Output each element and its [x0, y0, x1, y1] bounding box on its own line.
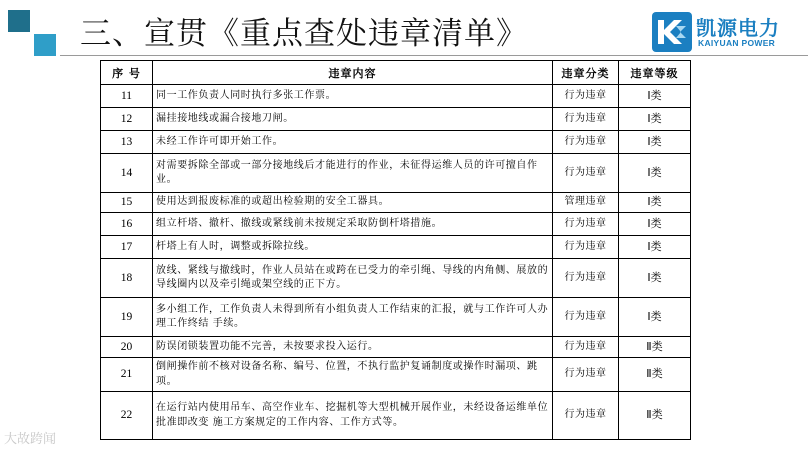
row-level: Ⅰ类 [619, 85, 691, 108]
row-level: Ⅰ类 [619, 213, 691, 236]
row-num: 14 [101, 154, 153, 193]
decor-square-dark [8, 10, 30, 32]
row-category: 行为违章 [553, 259, 619, 298]
table-row [101, 131, 691, 154]
row-content: 使用达到报废标准的或超出检验期的安全工器具。 [153, 193, 553, 213]
row-content: 防误闭锁装置功能不完善，未按要求投入运行。 [153, 337, 553, 358]
company-logo [652, 12, 804, 52]
row-level: Ⅱ类 [619, 358, 691, 392]
row-num: 16 [101, 213, 153, 236]
row-content: 未经工作许可即开始工作。 [153, 131, 553, 154]
violation-table-container [100, 60, 690, 440]
table-row [101, 259, 691, 298]
table-body [101, 85, 691, 440]
row-category: 行为违章 [553, 213, 619, 236]
table-row [101, 392, 691, 440]
header-level: 违章等级 [619, 61, 691, 85]
table-row [101, 298, 691, 337]
watermark-text: 大故跨闻 [4, 432, 57, 447]
table-header-row [101, 61, 691, 85]
row-num: 17 [101, 236, 153, 259]
row-level: Ⅱ类 [619, 337, 691, 358]
header-content: 违章内容 [153, 61, 553, 85]
row-num: 19 [101, 298, 153, 337]
row-num: 12 [101, 108, 153, 131]
decor-square-gap [30, 10, 34, 32]
row-content: 对需要拆除全部或一部分接地线后才能进行的作业，未征得运维人员的许可擅自作业。 [153, 154, 553, 193]
page-title: 三、宣贯《重点查处违章清单》 [80, 16, 528, 52]
title-divider [60, 55, 808, 56]
row-category: 行为违章 [553, 108, 619, 131]
row-level: Ⅰ类 [619, 298, 691, 337]
table-row [101, 213, 691, 236]
row-num: 20 [101, 337, 153, 358]
row-level: Ⅰ类 [619, 236, 691, 259]
row-category: 行为违章 [553, 85, 619, 108]
row-category: 管理违章 [553, 193, 619, 213]
row-content: 组立杆塔、撤杆、撤线或紧线前未按规定采取防倒杆塔措施。 [153, 213, 553, 236]
violation-table [100, 60, 691, 440]
row-category: 行为违章 [553, 236, 619, 259]
row-num: 21 [101, 358, 153, 392]
row-content: 放线、紧线与撤线时，作业人员站在或跨在已受力的牵引绳、导线的内角侧、展放的导线圈内以及牵引绳或架空线的正下方。 [153, 259, 553, 298]
row-num: 13 [101, 131, 153, 154]
table-row [101, 85, 691, 108]
row-level: Ⅱ类 [619, 392, 691, 440]
table-row [101, 108, 691, 131]
table-row [101, 193, 691, 213]
row-level: Ⅰ类 [619, 154, 691, 193]
row-num: 22 [101, 392, 153, 440]
row-category: 行为违章 [553, 358, 619, 392]
decor-square-light [34, 34, 56, 56]
row-content: 在运行站内使用吊车、高空作业车、挖掘机等大型机械开展作业，未经设备运维单位批准即改变 施工方案规定的工作内容、工作方式等。 [153, 392, 553, 440]
table-row [101, 358, 691, 392]
logo-text-en: KAIYUAN POWER [698, 38, 776, 48]
row-category: 行为违章 [553, 298, 619, 337]
row-content: 同一工作负责人同时执行多张工作票。 [153, 85, 553, 108]
logo-text-cn: 凯源电力 [696, 16, 780, 40]
row-category: 行为违章 [553, 392, 619, 440]
row-content: 多小组工作，工作负责人未得到所有小组负责人工作结束的汇报，就与工作许可人办理工作终结 手续。 [153, 298, 553, 337]
row-level: Ⅰ类 [619, 108, 691, 131]
row-category: 行为违章 [553, 154, 619, 193]
table-row [101, 337, 691, 358]
table-row [101, 154, 691, 193]
row-category: 行为违章 [553, 337, 619, 358]
row-level: Ⅰ类 [619, 259, 691, 298]
row-category: 行为违章 [553, 131, 619, 154]
row-content: 杆塔上有人时，调整或拆除拉线。 [153, 236, 553, 259]
row-num: 15 [101, 193, 153, 213]
header-category: 违章分类 [553, 61, 619, 85]
row-num: 11 [101, 85, 153, 108]
logo-mark-icon [652, 12, 692, 52]
row-level: Ⅰ类 [619, 131, 691, 154]
row-level: Ⅰ类 [619, 193, 691, 213]
row-content: 漏挂接地线或漏合接地刀闸。 [153, 108, 553, 131]
row-num: 18 [101, 259, 153, 298]
table-row [101, 236, 691, 259]
header-num: 序 号 [101, 61, 153, 85]
row-content: 倒闸操作前不核对设备名称、编号、位置，不执行监护复诵制度或操作时漏项、跳项。 [153, 358, 553, 392]
